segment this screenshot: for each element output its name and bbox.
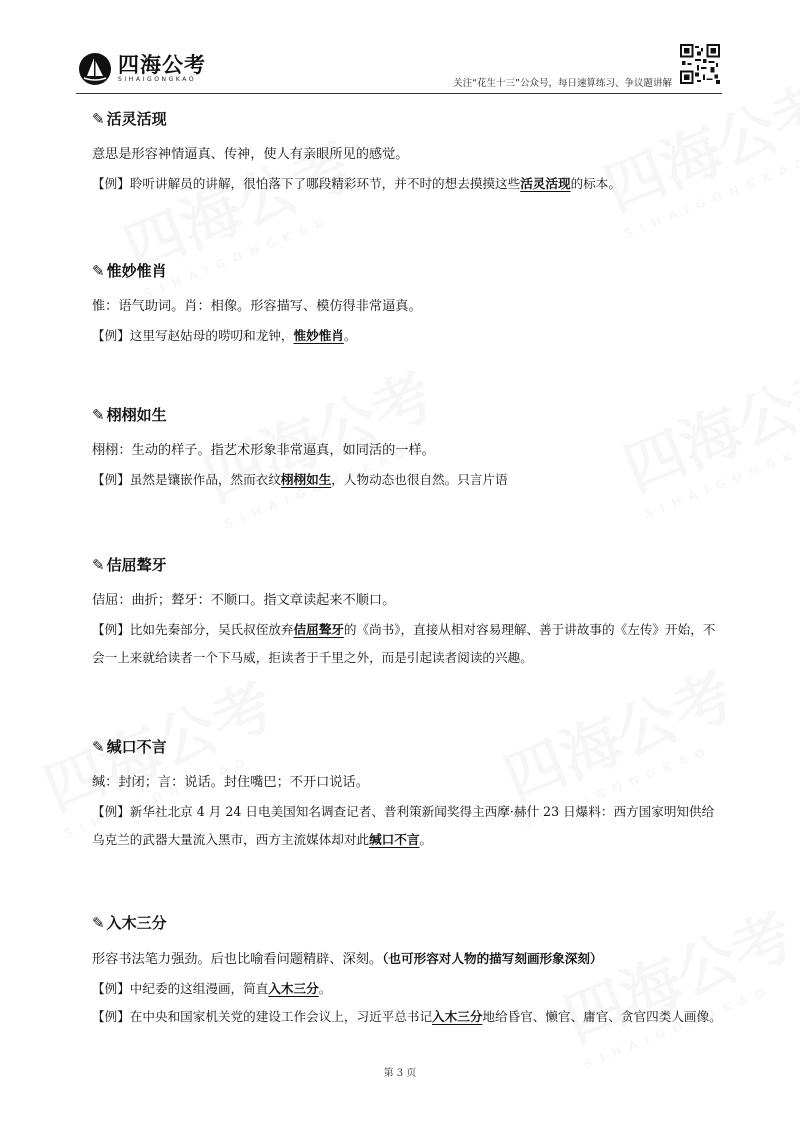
sailboat-logo-icon (78, 52, 112, 86)
pencil-icon: ✎ (92, 262, 105, 280)
header-divider (76, 93, 722, 94)
idiom-meaning: 形容书法笔力强劲。后也比喻看问题精辟、深刻。（也可形容对人物的描写刻画形象深刻） (92, 951, 603, 967)
idiom-example: 【例】在中央和国家机关党的建设工作会议上，习近平总书记入木三分地给昏官、懒官、庸官、贪官四类人画像。 (92, 1009, 722, 1024)
idiom-meaning: 惟：语气助词。肖：相像。形容描写、模仿得非常逼真。 (92, 299, 422, 314)
idiom-title: ✎ 佶屈聱牙 (92, 556, 167, 574)
idiom-entry (92, 910, 722, 1031)
header-promo-text: 关注“花生十三”公众号，每日速算练习、争议题讲解 (453, 78, 672, 89)
page-header (0, 0, 800, 100)
idiom-title: ✎ 缄口不言 (92, 738, 167, 756)
idiom-title: ✎ 入木三分 (92, 914, 167, 932)
idiom-example: 【例】新华社北京 4 月 24 日电美国知名调查记者、普利策新闻奖得主西摩·赫什 23 日爆料：西方国家明知供给乌克兰的武器大量流入黑市，西方主流媒体却对此缄口不言。 (92, 804, 715, 847)
idiom-meaning: 栩栩：生动的样子。指艺术形象非常逼真，如同活的一样。 (92, 443, 435, 458)
qr-code-icon (680, 44, 720, 84)
idiom-meaning: 意思是形容神情逼真、传神，使人有亲眼所见的感觉。 (92, 147, 409, 162)
pencil-icon: ✎ (92, 406, 105, 424)
pencil-icon: ✎ (92, 110, 105, 128)
idiom-entry (92, 734, 722, 854)
idiom-title: ✎ 栩栩如生 (92, 406, 167, 424)
idiom-meaning-note: （也可形容对人物的描写刻画形象深刻） (382, 951, 603, 966)
idiom-example: 【例】中纪委的这组漫画，简直入木三分。 (92, 981, 332, 996)
idiom-example: 【例】聆听讲解员的讲解，很怕落下了哪段精彩环节，并不时的想去摸摸这些活灵活现的标本。 (92, 176, 621, 191)
idiom-meaning: 缄：封闭；言：说话。封住嘴巴；不开口说话。 (92, 775, 369, 790)
pencil-icon: ✎ (92, 914, 105, 932)
idiom-entry (92, 552, 722, 672)
page-number: 第 3 页 (383, 1068, 417, 1079)
idiom-example: 【例】虽然是镶嵌作品，然而衣纹栩栩如生，人物动态也很自然。只言片语 (92, 472, 508, 487)
logo-text-en: SIHAIGONGKAO (118, 76, 197, 83)
pencil-icon: ✎ (92, 738, 105, 756)
idiom-entry (92, 402, 722, 494)
idiom-entry (92, 106, 722, 198)
pencil-icon: ✎ (92, 556, 105, 574)
idiom-title: ✎ 活灵活现 (92, 110, 167, 128)
idiom-example: 【例】这里写赵姑母的唠叨和龙钟，惟妙惟肖。 (92, 328, 357, 343)
idiom-title: ✎ 惟妙惟肖 (92, 262, 167, 280)
idiom-entry (92, 258, 722, 350)
brand-logo (78, 50, 218, 88)
idiom-meaning: 佶屈：曲折；聱牙：不顺口。指文章读起来不顺口。 (92, 593, 396, 608)
idiom-example: 【例】比如先秦部分，吴氏叔侄放弃佶屈聱牙的《尚书》，直接从相对容易理解、善于讲故事的《左传》开始，不会一上来就给读者一个下马威，拒读者于千里之外，而是引起读者阅读的兴趣。 (92, 622, 716, 665)
logo-text-cn: 四海公考 (118, 53, 206, 77)
